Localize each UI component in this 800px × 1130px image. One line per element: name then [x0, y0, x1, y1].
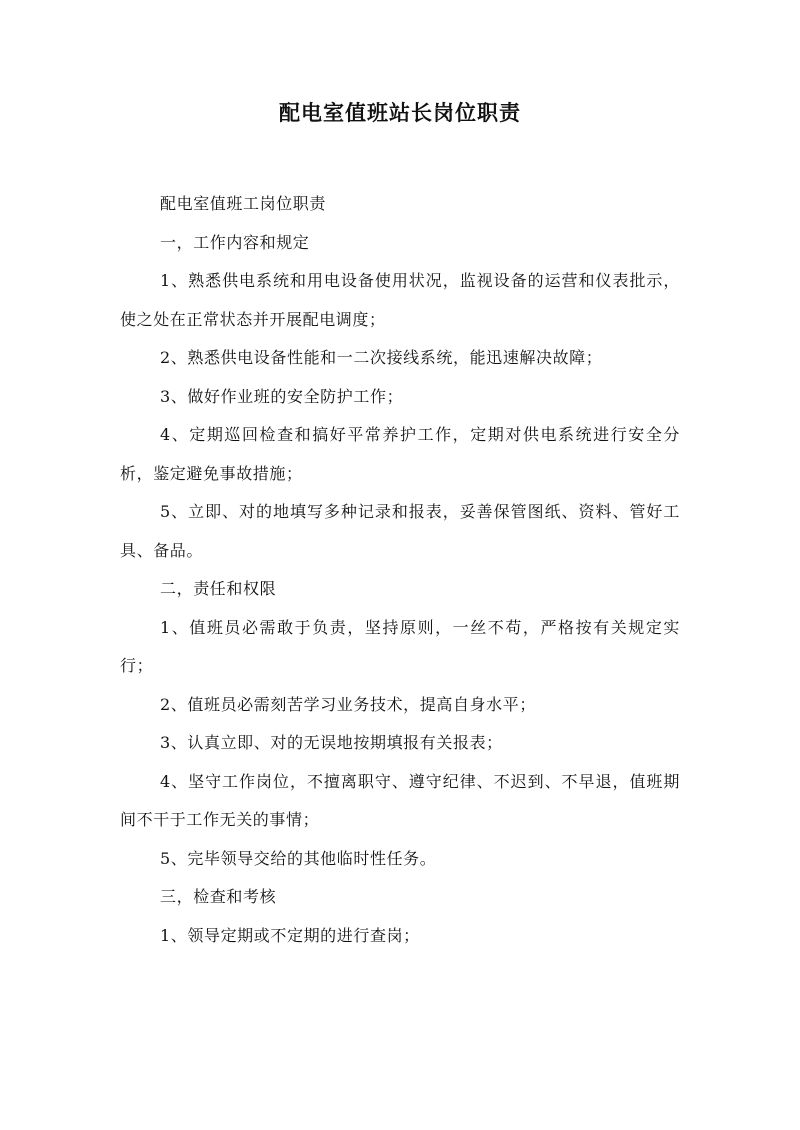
section-heading: 三，检查和考核 [160, 887, 277, 906]
paragraph: 3、认真立即、对的无误地按期填报有关报表； [160, 733, 503, 752]
section-heading: 二，责任和权限 [160, 579, 277, 598]
paragraph: 4、坚守工作岗位，不擅离职守、遵守纪律、不迟到、不早退，值班期间不干于工作无关的事情； [120, 771, 680, 829]
paragraph: 1、熟悉供电系统和用电设备使用状况，监视设备的运营和仪表批示，使之处在正常状态并开展配电调度； [120, 271, 680, 329]
paragraph: 2、熟悉供电设备性能和一二次接线系统，能迅速解决故障； [160, 348, 603, 367]
paragraph: 1、领导定期或不定期的进行查岗； [160, 925, 420, 945]
paragraph: 5、完毕领导交给的其他临时性任务。 [160, 848, 437, 868]
paragraph: 4、定期巡回检查和搞好平常养护工作，定期对供电系统进行安全分析，鉴定避免事故措施； [120, 425, 680, 483]
document-body [120, 185, 680, 955]
section-heading: 一，工作内容和规定 [160, 232, 310, 252]
paragraph: 5、立即、对的地填写多种记录和报表，妥善保管图纸、资料、管好工具、备品。 [120, 502, 680, 560]
paragraph: 3、做好作业班的安全防护工作； [160, 386, 404, 406]
paragraph: 2、值班员必需刻苦学习业务技术，提高自身水平； [160, 694, 536, 714]
paragraph: 1、值班员必需敢于负责，坚持原则，一丝不苟，严格按有关规定实行； [120, 617, 680, 675]
section-heading: 配电室值班工岗位职责 [160, 194, 327, 213]
document-title: 配电室值班站长岗位职责 [279, 100, 521, 125]
